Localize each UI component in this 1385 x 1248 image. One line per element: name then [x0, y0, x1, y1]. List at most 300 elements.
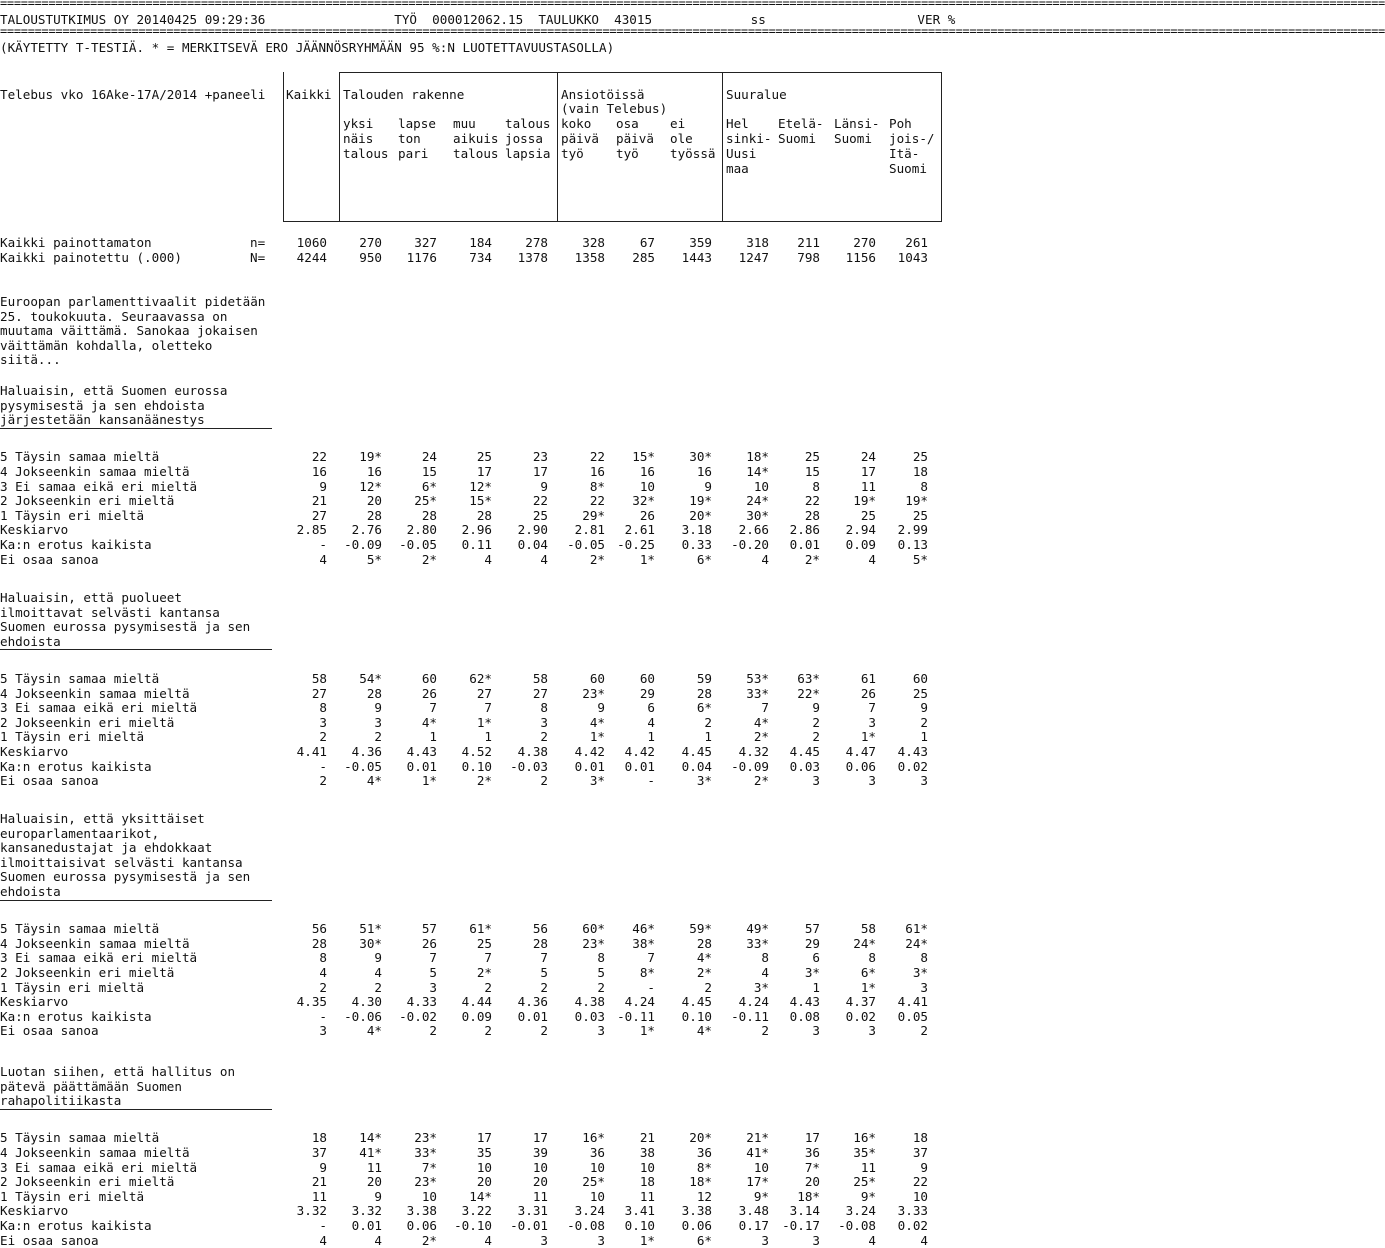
cell-value: 28	[311, 935, 327, 951]
cell-value: 61*	[469, 921, 492, 937]
cell-value: 23*	[582, 935, 605, 951]
cell-value: 0.01	[406, 758, 437, 774]
cell-value: -	[319, 537, 327, 552]
cell-value: 3	[374, 714, 382, 730]
cell-value: 1176	[406, 249, 437, 265]
cell-value: 20	[532, 1174, 548, 1190]
row-label: Kaikki painotettu (.000)	[0, 249, 182, 265]
cell-value: 51*	[359, 921, 382, 937]
cell-value: 62*	[469, 671, 492, 686]
cell-value: 19*	[905, 493, 928, 509]
cell-value: 11	[366, 1159, 382, 1175]
cell-value: 5	[429, 965, 437, 980]
question-text: järjestetään kansanäänestys	[0, 412, 205, 428]
cell-value: 14*	[359, 1130, 382, 1146]
cell-value: 36	[804, 1145, 820, 1160]
cell-value: 8*	[589, 478, 605, 494]
intro-text: siitä...	[0, 352, 61, 368]
question-text: ilmoittaisivat selvästi kantansa	[0, 854, 243, 870]
cell-value: 57	[421, 921, 437, 937]
question-text: ehdoista	[0, 884, 61, 899]
intro-text: 25. toukokuuta. Seuraavassa on	[0, 308, 228, 324]
cell-value: 4	[868, 1232, 876, 1248]
cell-value: 4.37	[845, 994, 876, 1010]
row-label: Ei osaa sanoa	[0, 773, 99, 789]
cell-value: 184	[469, 235, 492, 250]
cell-value: 54*	[359, 671, 382, 686]
cell-value: 3	[540, 1232, 548, 1248]
cell-value: 24*	[746, 493, 769, 509]
cell-value: 0.13	[897, 537, 928, 552]
cell-value: 1*	[639, 1232, 655, 1248]
cell-value: 56	[532, 921, 548, 937]
column-header: Poh jois-/ Itä- Suomi	[889, 116, 935, 176]
cell-value: 10	[589, 1159, 605, 1175]
cell-value: -0.25	[617, 537, 655, 552]
cell-value: 15*	[469, 493, 492, 509]
cell-value: 1156	[845, 249, 876, 265]
row-label: 3 Ei samaa eikä eri mieltä	[0, 478, 198, 494]
column-header: koko päivä työ	[561, 116, 599, 161]
header-divider	[557, 72, 558, 222]
cell-value: 10	[476, 1159, 492, 1175]
cell-value: 4.43	[406, 744, 437, 759]
row-label: Ei osaa sanoa	[0, 1023, 99, 1039]
cell-value: 950	[359, 249, 382, 265]
cell-value: 2	[319, 729, 327, 745]
cell-value: 27	[532, 685, 548, 701]
cell-value: 11	[311, 1188, 327, 1204]
cell-value: 9	[374, 1188, 382, 1204]
cell-value: 2	[429, 1023, 437, 1039]
cell-value: 3	[868, 1023, 876, 1039]
cell-value: 9	[597, 700, 605, 716]
cell-value: -	[647, 773, 655, 789]
cell-value: 10	[639, 1159, 655, 1175]
cell-value: 22*	[797, 685, 820, 701]
cell-value: -0.02	[399, 1008, 437, 1024]
group-header-employment: Ansiotöissä	[561, 87, 645, 102]
header-divider	[722, 72, 723, 222]
cell-value: 1*	[421, 773, 437, 789]
cell-value: 6	[647, 700, 655, 716]
cell-value: 3*	[753, 979, 769, 995]
cell-value: 4.24	[624, 994, 655, 1010]
row-label: Kaikki painottamaton	[0, 235, 152, 250]
header-divider	[339, 72, 340, 222]
cell-value: 3	[868, 773, 876, 789]
cell-value: 20	[366, 1174, 382, 1190]
cell-value: 56	[311, 921, 327, 937]
cell-value: 7	[429, 700, 437, 716]
cell-value: 7	[868, 700, 876, 716]
cell-value: 6*	[860, 965, 876, 980]
row-label: 5 Täysin samaa mieltä	[0, 1130, 160, 1146]
cell-value: 285	[632, 249, 655, 265]
cell-value: 10	[912, 1188, 928, 1204]
cell-value: 8*	[639, 965, 655, 980]
cell-value: 211	[797, 235, 820, 250]
cell-value: 21*	[746, 1130, 769, 1146]
cell-value: 4.38	[517, 744, 548, 759]
cell-value: -0.11	[731, 1008, 769, 1024]
cell-value: 4	[374, 965, 382, 980]
cell-value: 17	[532, 464, 548, 479]
cell-value: 4.38	[574, 994, 605, 1010]
cell-value: 328	[582, 235, 605, 250]
cell-value: 0.02	[897, 1218, 928, 1233]
cell-value: 2*	[421, 551, 437, 567]
cell-value: 1	[920, 729, 928, 745]
cell-value: 14*	[746, 464, 769, 479]
cell-value: 25	[912, 507, 928, 523]
question-text: Haluaisin, että puolueet	[0, 590, 182, 605]
base-symbol: N=	[250, 249, 266, 265]
cell-value: 60	[912, 671, 928, 686]
cell-value: 4	[647, 714, 655, 730]
cell-value: 20*	[689, 507, 712, 523]
question-underline	[0, 900, 272, 901]
cell-value: 0.06	[406, 1218, 437, 1233]
cell-value: 359	[689, 235, 712, 250]
cell-value: 4.44	[461, 994, 492, 1010]
cell-value: 36	[589, 1145, 605, 1160]
cell-value: -0.03	[510, 758, 548, 774]
row-label: 4 Jokseenkin samaa mieltä	[0, 685, 190, 701]
cell-value: 6*	[421, 478, 437, 494]
cell-value: 37	[912, 1145, 928, 1160]
cell-value: 4.45	[789, 744, 820, 759]
cell-value: 15	[421, 464, 437, 479]
cell-value: 3.24	[845, 1203, 876, 1219]
cell-value: 9	[319, 478, 327, 494]
cell-value: 4	[484, 1232, 492, 1248]
cell-value: 3	[540, 714, 548, 730]
cell-value: 2	[540, 1023, 548, 1039]
cell-value: 22	[804, 493, 820, 509]
cell-value: 1	[812, 979, 820, 995]
cell-value: 3	[597, 1023, 605, 1039]
cell-value: -0.17	[782, 1218, 820, 1233]
cell-value: 2	[920, 1023, 928, 1039]
cell-value: 1378	[517, 249, 548, 265]
cell-value: 18	[912, 1130, 928, 1146]
cell-value: 2.66	[738, 522, 769, 538]
cell-value: 2.76	[351, 522, 382, 538]
cell-value: 2	[597, 979, 605, 995]
cell-value: 10	[753, 478, 769, 494]
cell-value: 4*	[366, 773, 382, 789]
cell-value: 4.47	[845, 744, 876, 759]
cell-value: 3.38	[681, 1203, 712, 1219]
cell-value: 21	[639, 1130, 655, 1146]
cell-value: 3*	[696, 773, 712, 789]
cell-value: 10	[421, 1188, 437, 1204]
cell-value: 19*	[359, 449, 382, 465]
cell-value: 734	[469, 249, 492, 265]
intro-text: Euroopan parlamenttivaalit pidetään	[0, 294, 266, 309]
cell-value: 25	[476, 935, 492, 951]
cell-value: 798	[797, 249, 820, 265]
cell-value: 35*	[853, 1145, 876, 1160]
cell-value: 2	[761, 1023, 769, 1039]
cell-value: 2*	[696, 965, 712, 980]
cell-value: 18	[912, 464, 928, 479]
cell-value: 2.86	[789, 522, 820, 538]
cell-value: 17	[476, 1130, 492, 1146]
cell-value: 5	[540, 965, 548, 980]
cell-value: 6*	[696, 551, 712, 567]
cell-value: 4	[484, 551, 492, 567]
cell-value: 4.24	[738, 994, 769, 1010]
cell-value: 3	[868, 714, 876, 730]
column-header: yksi näis talous	[343, 116, 389, 161]
intro-text: väittämän kohdalla, oletteko	[0, 337, 213, 353]
cell-value: 2	[374, 729, 382, 745]
table-title: Telebus vko 16Ake-17A/2014 +paneeli	[0, 87, 266, 102]
cell-value: 4*	[753, 714, 769, 730]
cell-value: 60	[421, 671, 437, 686]
cell-value: 39	[532, 1145, 548, 1160]
cell-value: 2	[319, 979, 327, 995]
question-text: ehdoista	[0, 633, 61, 649]
cell-value: 16*	[582, 1130, 605, 1146]
row-label: Ka:n erotus kaikista	[0, 758, 152, 774]
cell-value: 24	[860, 449, 876, 465]
question-text: Suomen eurossa pysymisestä ja sen	[0, 869, 251, 885]
cell-value: 20*	[689, 1130, 712, 1146]
cell-value: 3	[812, 1023, 820, 1039]
header-divider	[941, 72, 942, 222]
cell-value: 17	[532, 1130, 548, 1146]
cell-value: 36	[696, 1145, 712, 1160]
cell-value: 1443	[681, 249, 712, 265]
cell-value: 59*	[689, 921, 712, 937]
cell-value: 25	[912, 685, 928, 701]
cell-value: 2.94	[845, 522, 876, 538]
row-label: Keskiarvo	[0, 994, 69, 1010]
cell-value: 8	[920, 950, 928, 966]
cell-value: 1*	[860, 979, 876, 995]
cell-value: 3.38	[406, 1203, 437, 1219]
cell-value: 9	[319, 1159, 327, 1175]
cell-value: 2	[484, 1023, 492, 1039]
cell-value: 1*	[476, 714, 492, 730]
column-header: osa päivä työ	[616, 116, 654, 161]
cell-value: 0.08	[789, 1008, 820, 1024]
row-label: Ka:n erotus kaikista	[0, 1008, 152, 1024]
cell-value: 3.48	[738, 1203, 769, 1219]
cell-value: 2.80	[406, 522, 437, 538]
cell-value: 4	[761, 551, 769, 567]
cell-value: 11	[639, 1188, 655, 1204]
cell-value: 4.36	[351, 744, 382, 759]
group-header-household: Talouden rakenne	[343, 87, 465, 102]
cell-value: 3.32	[296, 1203, 327, 1219]
cell-value: 0.11	[461, 537, 492, 552]
cell-value: 0.01	[517, 1008, 548, 1024]
cell-value: 2*	[753, 729, 769, 745]
cell-value: 18	[639, 1174, 655, 1190]
cell-value: 2.96	[461, 522, 492, 538]
cell-value: 3.31	[517, 1203, 548, 1219]
cell-value: 18	[311, 1130, 327, 1146]
cell-value: 3	[319, 714, 327, 730]
row-label: 1 Täysin eri mieltä	[0, 979, 145, 995]
cell-value: 19*	[853, 493, 876, 509]
cell-value: 59	[696, 671, 712, 686]
cell-value: 2	[812, 729, 820, 745]
cell-value: 16	[639, 464, 655, 479]
cell-value: 1	[704, 729, 712, 745]
cell-value: 4*	[366, 1023, 382, 1039]
cell-value: 8	[319, 700, 327, 716]
cell-value: -	[319, 1218, 327, 1233]
cell-value: 3*	[804, 965, 820, 980]
separator-line: ========================================================================================================================================================================================================	[0, 0, 1385, 10]
cell-value: 2	[540, 979, 548, 995]
cell-value: 3.41	[624, 1203, 655, 1219]
cell-value: 17	[804, 1130, 820, 1146]
question-text: kansanedustajat ja ehdokkaat	[0, 840, 213, 856]
cell-value: 4.36	[517, 994, 548, 1010]
cell-value: 38	[639, 1145, 655, 1160]
cell-value: 57	[804, 921, 820, 937]
cell-value: 18*	[689, 1174, 712, 1190]
cell-value: 35	[476, 1145, 492, 1160]
cell-value: 16	[366, 464, 382, 479]
question-text: Haluaisin, että yksittäiset	[0, 811, 205, 826]
cell-value: 1	[429, 729, 437, 745]
cell-value: 4	[761, 965, 769, 980]
cell-value: 2	[704, 979, 712, 995]
cell-value: 318	[746, 235, 769, 250]
row-label: 4 Jokseenkin samaa mieltä	[0, 1145, 190, 1160]
cell-value: -0.09	[731, 758, 769, 774]
cell-value: 9	[920, 1159, 928, 1175]
cell-value: 25*	[414, 493, 437, 509]
cell-value: 22	[912, 1174, 928, 1190]
cell-value: 25	[860, 507, 876, 523]
cell-value: 19*	[689, 493, 712, 509]
cell-value: 26	[421, 935, 437, 951]
cell-value: 2	[540, 773, 548, 789]
column-header: ei ole työssä	[670, 116, 716, 161]
column-header: talous jossa lapsia	[505, 116, 551, 161]
cell-value: 0.10	[681, 1008, 712, 1024]
cell-value: 4	[319, 1232, 327, 1248]
cell-value: 7	[484, 700, 492, 716]
cell-value: 28	[804, 507, 820, 523]
row-label: Keskiarvo	[0, 1203, 69, 1219]
cell-value: 1*	[589, 729, 605, 745]
cell-value: 1	[647, 729, 655, 745]
cell-value: 46*	[632, 921, 655, 937]
question-underline	[0, 1109, 272, 1110]
cell-value: 5*	[912, 551, 928, 567]
cell-value: 28	[696, 935, 712, 951]
row-label: Keskiarvo	[0, 744, 69, 759]
cell-value: 6*	[696, 700, 712, 716]
cell-value: 28	[421, 507, 437, 523]
cell-value: 3	[429, 979, 437, 995]
column-header: Etelä- Suomi	[778, 116, 824, 146]
cell-value: 4.42	[624, 744, 655, 759]
cell-value: 17	[476, 464, 492, 479]
cell-value: 0.06	[845, 758, 876, 774]
cell-value: -0.20	[731, 537, 769, 552]
cell-value: 22	[589, 493, 605, 509]
cell-value: -0.08	[567, 1218, 605, 1233]
cell-value: 1247	[738, 249, 769, 265]
cell-value: 2*	[476, 773, 492, 789]
cell-value: 20	[804, 1174, 820, 1190]
cell-value: 29*	[582, 507, 605, 523]
cell-value: 4.45	[681, 744, 712, 759]
separator-line: ========================================================================================================================================================================================================	[0, 24, 1385, 38]
cell-value: 22	[532, 493, 548, 509]
cell-value: 4	[920, 1232, 928, 1248]
cell-value: 0.33	[681, 537, 712, 552]
cell-value: 30*	[359, 935, 382, 951]
cell-value: 2.90	[517, 522, 548, 538]
cell-value: 0.03	[574, 1008, 605, 1024]
cell-value: 20	[366, 493, 382, 509]
cell-value: 58	[311, 671, 327, 686]
cell-value: 4	[319, 551, 327, 567]
cell-value: 2*	[589, 551, 605, 567]
cell-value: -	[319, 758, 327, 774]
row-label: 3 Ei samaa eikä eri mieltä	[0, 700, 198, 716]
cell-value: -0.05	[399, 537, 437, 552]
cell-value: 18*	[746, 449, 769, 465]
question-text: rahapolitiikasta	[0, 1093, 122, 1109]
cell-value: 10	[639, 478, 655, 494]
cell-value: 15*	[632, 449, 655, 465]
cell-value: 17	[860, 464, 876, 479]
row-label: 1 Täysin eri mieltä	[0, 1188, 145, 1204]
row-label: Ei osaa sanoa	[0, 1232, 99, 1248]
cell-value: -0.08	[838, 1218, 876, 1233]
cell-value: 12	[696, 1188, 712, 1204]
cell-value: 3	[761, 1232, 769, 1248]
cell-value: 3.14	[789, 1203, 820, 1219]
question-text: pysymisestä ja sen ehdoista	[0, 397, 205, 413]
kaikki-header: Kaikki	[286, 87, 332, 102]
cell-value: 0.06	[681, 1218, 712, 1233]
question-text: Luotan siihen, että hallitus on	[0, 1064, 236, 1079]
cell-value: 25	[532, 507, 548, 523]
cell-value: 0.04	[681, 758, 712, 774]
cell-value: 4	[319, 965, 327, 980]
base-symbol: n=	[250, 235, 266, 250]
cell-value: 29	[804, 935, 820, 951]
cell-value: 16	[311, 464, 327, 479]
row-label: 2 Jokseenkin eri mieltä	[0, 714, 175, 730]
cell-value: 0.09	[845, 537, 876, 552]
cell-value: 2	[704, 714, 712, 730]
cell-value: 10	[589, 1188, 605, 1204]
cell-value: 28	[366, 685, 382, 701]
cell-value: 2	[374, 979, 382, 995]
row-label: 1 Täysin eri mieltä	[0, 729, 145, 745]
cell-value: 4.43	[789, 994, 820, 1010]
cell-value: 15	[804, 464, 820, 479]
cell-value: 7	[647, 950, 655, 966]
cell-value: 4.33	[406, 994, 437, 1010]
cell-value: 30*	[746, 507, 769, 523]
question-text: Haluaisin, että Suomen eurossa	[0, 383, 228, 398]
